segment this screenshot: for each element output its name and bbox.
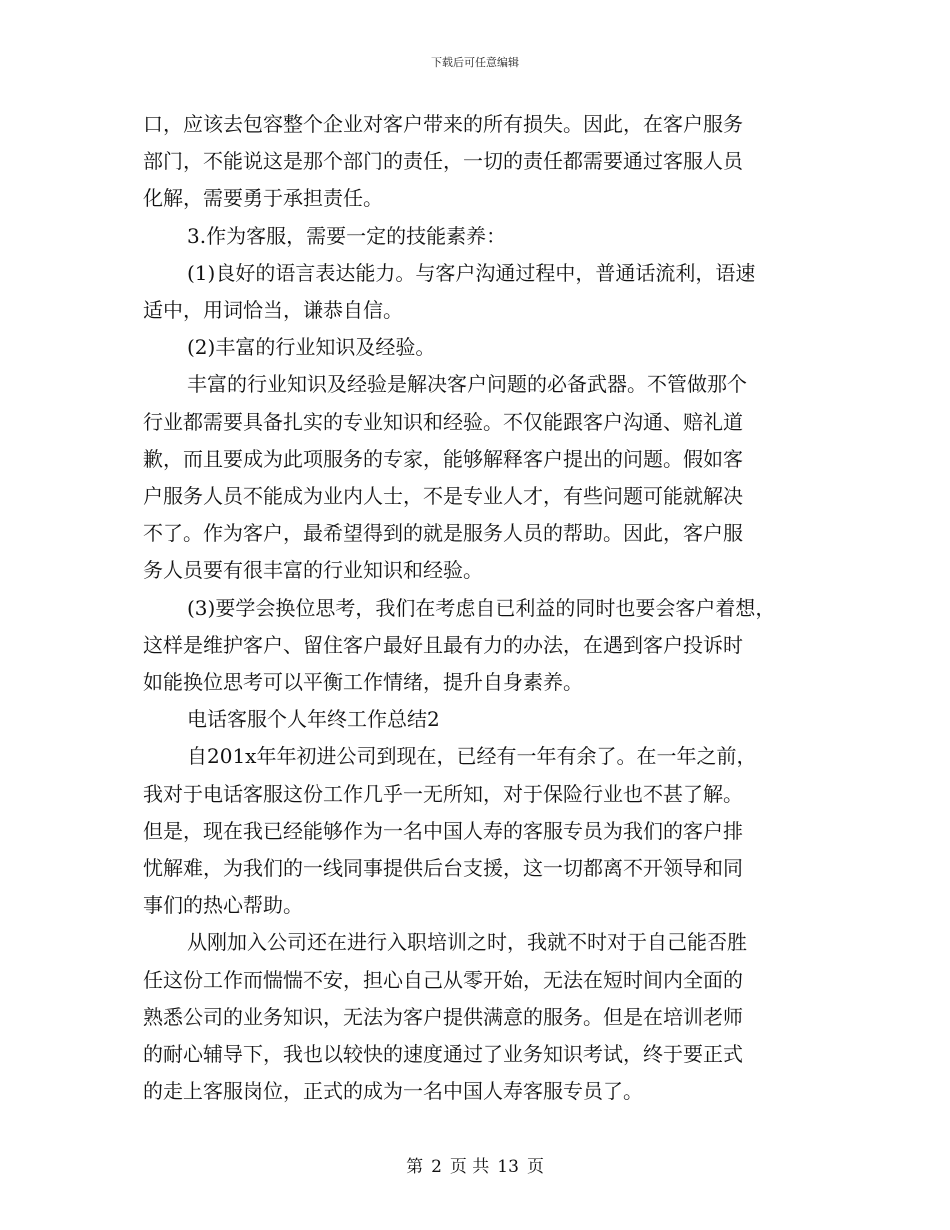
text-line: 任这份工作而惴惴不安，担心自己从零开始，无法在短时间内全面的 bbox=[143, 967, 743, 992]
text-line: 的走上客服岗位，正式的成为一名中国人寿客服专员了。 bbox=[143, 1079, 643, 1104]
footer-middle: 页 共 bbox=[449, 1157, 490, 1177]
text-line: 歉，而且要成为此项服务的专家，能够解释客户提出的问题。假如客 bbox=[143, 446, 743, 471]
text-line: (3)要学会换位思考，我们在考虑自已利益的同时也要会客户着想， bbox=[187, 595, 776, 620]
page-header: 下载后可任意编辑 bbox=[431, 56, 519, 69]
text-line: 从刚加入公司还在进行入职培训之时，我就不时对于自己能否胜 bbox=[187, 930, 747, 955]
footer-page-number: 2 bbox=[431, 1157, 442, 1177]
text-line: (2)丰富的行业知识及经验。 bbox=[187, 335, 436, 360]
text-line: 行业都需要具备扎实的专业知识和经验。不仅能跟客户沟通、赔礼道 bbox=[143, 409, 743, 434]
text-line: 我对于电话客服这份工作几乎一无所知，对于保险行业也不甚了解。 bbox=[143, 781, 743, 806]
page-footer bbox=[0, 1152, 950, 1177]
text-line: 自201x年年初进公司到现在，已经有一年有余了。在一年之前， bbox=[187, 744, 757, 769]
text-line: 忧解难，为我们的一线同事提供后台支援，这一切都离不开领导和同 bbox=[143, 856, 743, 881]
text-line: 务人员要有很丰富的行业知识和经验。 bbox=[143, 558, 483, 583]
text-line: 但是，现在我已经能够作为一名中国人寿的客服专员为我们的客户排 bbox=[143, 818, 743, 843]
text-line: 如能换位思考可以平衡工作情绪，提升自身素养。 bbox=[143, 670, 583, 695]
document-body bbox=[143, 106, 823, 1110]
text-line: (1)良好的语言表达能力。与客户沟通过程中，普通话流利，语速 bbox=[187, 260, 756, 285]
footer-total-pages: 13 bbox=[497, 1157, 519, 1177]
text-line: 的耐心辅导下，我也以较快的速度通过了业务知识考试，终于要正式 bbox=[143, 1042, 743, 1067]
text-line: 不了。作为客户，最希望得到的就是服务人员的帮助。因此，客户服 bbox=[143, 521, 743, 546]
text-line: 3.作为客服，需要一定的技能素养： bbox=[187, 223, 507, 248]
text-line: 这样是维护客户、留住客户最好且最有力的办法，在遇到客户投诉时 bbox=[143, 632, 743, 657]
text-line: 熟悉公司的业务知识，无法为客户提供满意的服务。但是在培训老师 bbox=[143, 1004, 743, 1029]
text-line: 丰富的行业知识及经验是解决客户问题的必备武器。不管做那个 bbox=[187, 372, 747, 397]
text-line: 适中，用词恰当，谦恭自信。 bbox=[143, 298, 403, 323]
text-line: 户服务人员不能成为业内人士，不是专业人才，有些问题可能就解决 bbox=[143, 484, 743, 509]
text-line: 部门，不能说这是那个部门的责任，一切的责任都需要通过客服人员 bbox=[143, 149, 743, 174]
section-heading: 电话客服个人年终工作总结2 bbox=[187, 707, 440, 732]
text-line: 事们的热心帮助。 bbox=[143, 893, 303, 918]
text-line: 化解，需要勇于承担责任。 bbox=[143, 186, 383, 211]
text-line: 口，应该去包容整个企业对客户带来的所有损失。因此，在客户服务 bbox=[143, 112, 743, 136]
footer-suffix: 页 bbox=[526, 1157, 544, 1177]
footer-prefix: 第 bbox=[406, 1157, 424, 1177]
